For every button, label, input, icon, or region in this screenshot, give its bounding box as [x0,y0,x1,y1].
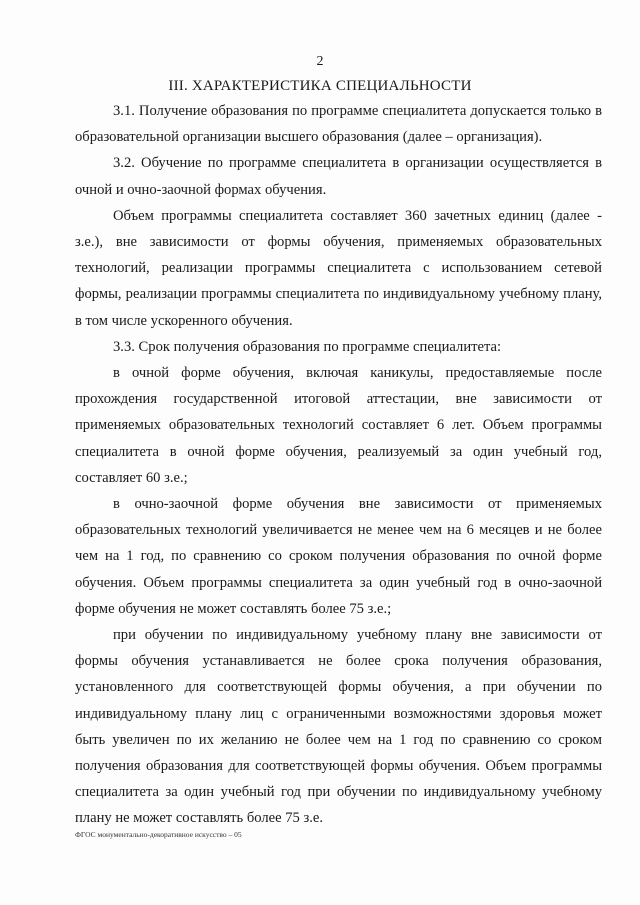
paragraph-volume: Объем программы специалитета составляет 360 зачетных единиц (далее - з.е.), вне зависимости от формы обучения, применяемых образовательных технологий, реализации программы специалитета с использованием сетевой формы, реализации программы специалитета по индивидуальному учебному плану, в том числе ускоренного обучения. [75,207,602,329]
section-title: III. ХАРАКТЕРИСТИКА СПЕЦИАЛЬНОСТИ [168,78,472,94]
paragraph-individual-plan: при обучении по индивидуальному учебному плану вне зависимости от формы обучения устанавливается не более срока получения образования, установленного для соответствующей формы обучения, а при обучении по индивидуальному плану лиц с ограниченными возможностями здоровья может быть увеличен по их желанию не более чем на 1 год по сравнению со сроком получения образования для соответствующей формы обучения. Объем программы специалитета за один учебный год при обучении по индивидуальному учебному плану не может составлять более 75 з.е. [75,627,602,827]
page-number: 2 [316,54,324,69]
footer-note: ФГОС монументально-декоративное искусство – 05 [75,830,242,839]
paragraph-full-time: в очной форме обучения, включая каникулы, предоставляемые после прохождения государственной итоговой аттестации, вне зависимости от применяемых образовательных технологий составляет 6 лет. Объем программы специалитета в очной форме обучения, реализуемый за один учебный год, составляет 60 з.е.; [75,365,602,486]
paragraph-3-2: 3.2. Обучение по программе специалитета в организации осуществляется в очной и очно-заочной формах обучения. [75,155,602,198]
document-body [75,98,602,832]
paragraph-part-time: в очно-заочной форме обучения вне зависимости от применяемых образовательных технологий увеличивается не менее чем на 6 месяцев и не более чем на 1 год, по сравнению со сроком получения образования по очной форме обучения. Объем программы специалитета за один учебный год в очно-заочной форме обучения не может составлять более 75 з.е.; [75,496,602,617]
paragraph-3-1: 3.1. Получение образования по программе специалитета допускается только в образовательной организации высшего образования (далее – организация). [75,103,602,146]
paragraph-3-3: 3.3. Срок получения образования по программе специалитета: [113,338,502,355]
